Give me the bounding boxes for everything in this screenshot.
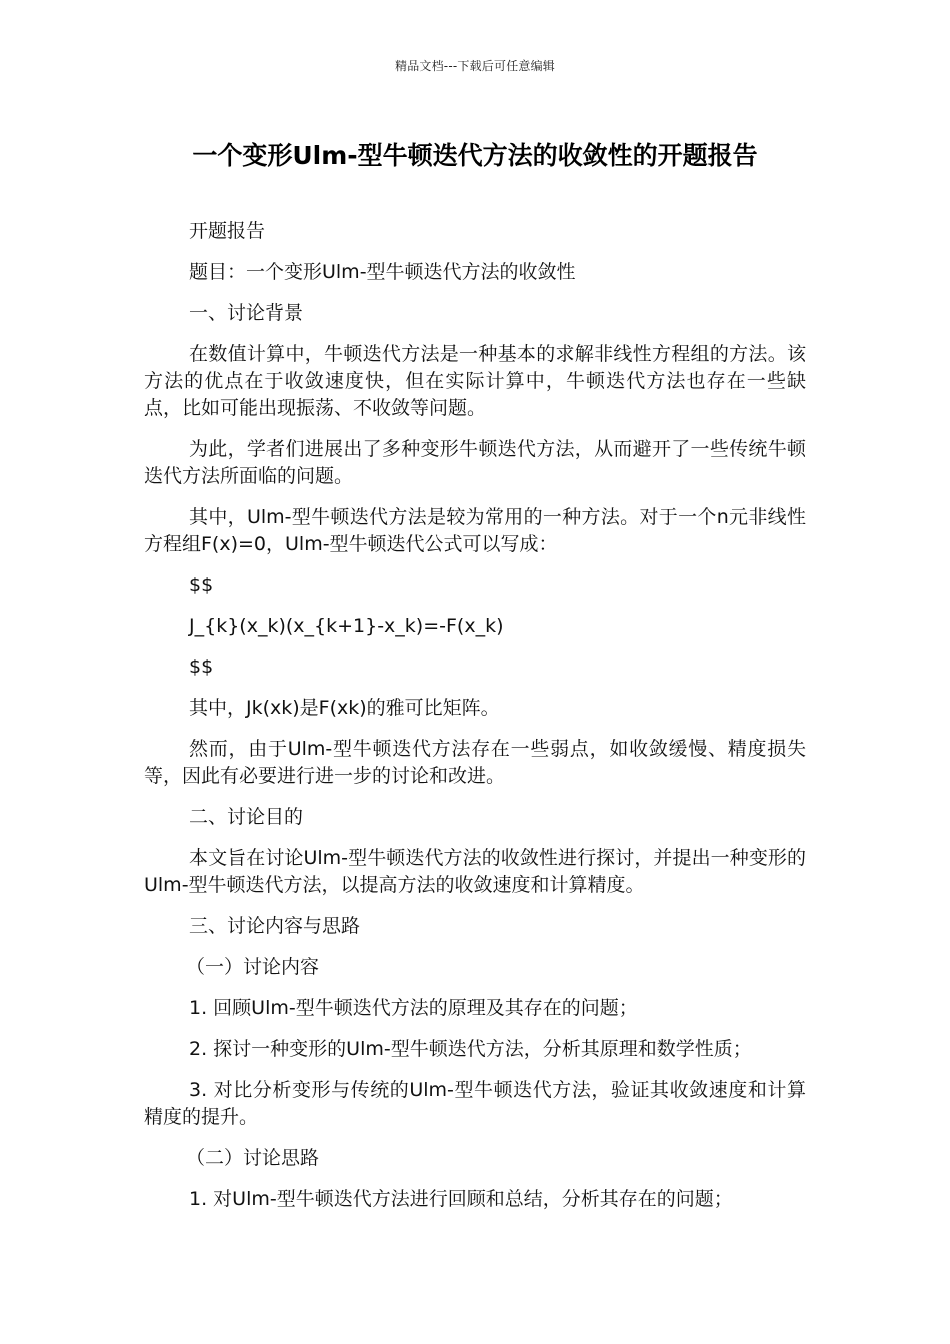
paragraph-topic: 题目：一个变形Ulm-型牛顿迭代方法的收敛性 xyxy=(189,261,576,283)
formula-delimiter-open: $$ xyxy=(189,574,214,596)
paragraph-background-1: 在数值计算中，牛顿迭代方法是一种基本的求解非线性方程组的方法。该方法的优点在于收敛速度快，但在实际计算中，牛顿迭代方法也存在一些缺点，比如可能出现振荡、不收敛等问题。 xyxy=(144,343,806,419)
heading-content-approach: 三、讨论内容与思路 xyxy=(189,915,361,937)
content-item-2: 2. 探讨一种变形的Ulm-型牛顿迭代方法，分析其原理和数学性质； xyxy=(189,1038,752,1060)
formula-delimiter-close: $$ xyxy=(189,656,214,678)
paragraph-report-label: 开题报告 xyxy=(189,220,266,242)
subheading-content: （一）讨论内容 xyxy=(186,956,320,978)
paragraph-jacobian: 其中，Jk(xk)是F(xk)的雅可比矩阵。 xyxy=(189,697,500,719)
document-body xyxy=(144,218,806,1227)
content-item-3: 3. 对比分析变形与传统的Ulm-型牛顿迭代方法，验证其收敛速度和计算精度的提升。 xyxy=(144,1079,806,1128)
subheading-approach: （二）讨论思路 xyxy=(186,1147,320,1169)
paragraph-background-2: 为此，学者们进展出了多种变形牛顿迭代方法，从而避开了一些传统牛顿迭代方法所面临的问题。 xyxy=(144,438,806,487)
heading-background: 一、讨论背景 xyxy=(189,302,304,324)
heading-purpose: 二、讨论目的 xyxy=(189,806,304,828)
paragraph-background-3: 其中，Ulm-型牛顿迭代方法是较为常用的一种方法。对于一个n元非线性方程组F(x)=0，Ulm-型牛顿迭代公式可以写成： xyxy=(144,506,806,555)
document-title: 一个变形Ulm-型牛顿迭代方法的收敛性的开题报告 xyxy=(192,141,758,170)
content-item-1: 1. 回顾Ulm-型牛顿迭代方法的原理及其存在的问题； xyxy=(189,997,638,1019)
approach-item-1: 1. 对Ulm-型牛顿迭代方法进行回顾和总结，分析其存在的问题； xyxy=(189,1188,733,1210)
header-note: 精品文档---下载后可任意编辑 xyxy=(395,59,555,73)
paragraph-purpose: 本文旨在讨论Ulm-型牛顿迭代方法的收敛性进行探讨，并提出一种变形的Ulm-型牛顿迭代方法，以提高方法的收敛速度和计算精度。 xyxy=(144,847,806,896)
formula-line: J_{k}(x_k)(x_{k+1}-x_k)=-F(x_k) xyxy=(189,615,504,637)
paragraph-weakness: 然而，由于Ulm-型牛顿迭代方法存在一些弱点，如收敛缓慢、精度损失等，因此有必要进行进一步的讨论和改进。 xyxy=(144,738,806,787)
